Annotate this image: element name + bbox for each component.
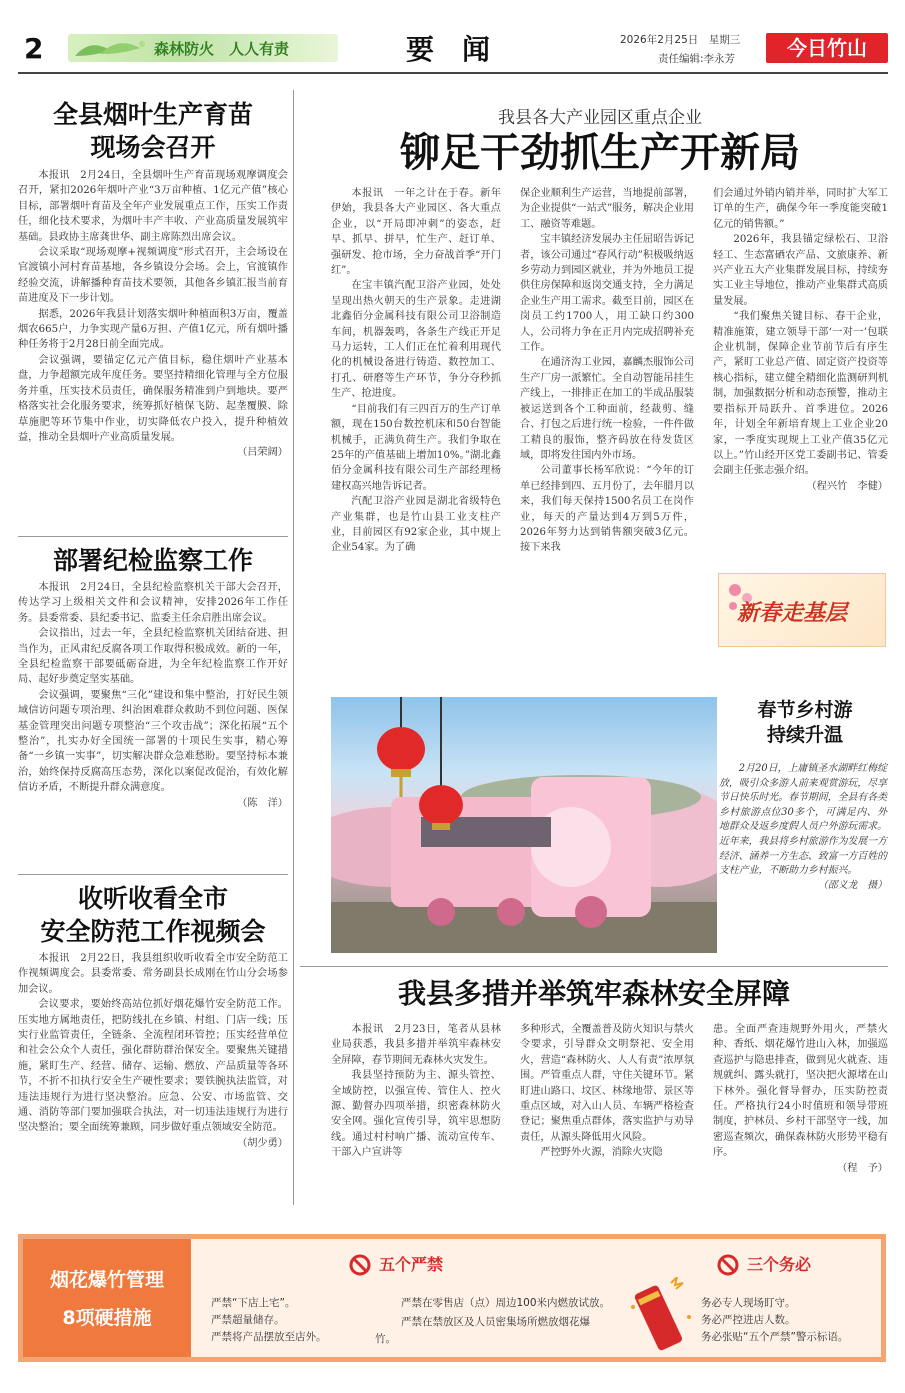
page-number: 2 <box>24 32 44 65</box>
main-col-2 <box>520 186 694 556</box>
issue-date: 2026年2月25日 星期三 <box>620 34 741 46</box>
divider <box>18 536 288 537</box>
paragraph: 保企业顺利生产运营，当地提前部署，为企业提供“一站式”服务，解决企业用工、融资等难题。 <box>520 188 694 230</box>
paragraph: 2026年，我县锚定绿松石、卫浴轻工、生态富硒农产品、文旅康养、新兴产业五大产业集群发展目标，持续夯实工业主导地位，推动产业集群式高质量发展。 <box>713 234 888 307</box>
paragraph: 本报讯 一年之计在于春。新年伊始，我县各大产业园区、各大重点企业，以“开局即冲刺”的姿态，赶早、抓早、拼早，忙生产、赶订单、强研发、抢市场，全力奋战首季“开门红”。 <box>331 188 501 277</box>
paragraph: “我们聚焦关键目标、春干企业，精准施策，建立领导干部‘一对一’包联企业机制，保障企业节前节后有序生产，紧盯工业总产值、固定资产投资等核心指标，建立健全精细化监测研判机制，加强数据分析和动态预警，推动主要指标开局跃升、首季进位。2026年，计划全年新培育规上工业企业20家，一季度实现规上工业产值35亿元以上。”竹山经开区党工委副书记、管委会副主任张志强介绍。 <box>713 311 888 477</box>
firecracker-icon <box>613 1277 703 1357</box>
new-spring-badge <box>718 573 886 647</box>
paragraph: 本报讯 2月22日，我县组织收听收看全市安全防范工作视频调度会。县委常委、常务副县长成刚在竹山分会场参加会议。 <box>18 953 288 995</box>
forest-col-1 <box>331 1022 501 1161</box>
main-kicker: 我县各大产业园区重点企业 <box>498 108 702 128</box>
slogan-text: 森林防火 人人有责 <box>154 40 290 58</box>
photo-illustration <box>331 697 717 953</box>
paragraph: 本报讯 2月23日，笔者从县林业局获悉，我县多措并举筑牢森林安全屏障，春节期间无森林火灾发生。 <box>331 1024 501 1066</box>
paragraph: 们会通过外销内销并举，同时扩大军工订单的生产，确保今年一季度能突破1亿元的销售额。” <box>713 188 888 230</box>
main-col-1 <box>331 186 501 556</box>
ban-item: 严禁在禁放区及人员密集场所燃放烟花爆竹。 <box>375 1316 590 1345</box>
paragraph: 会议采取“现场观摩+视频调度”形式召开，主会场设在官渡镇小河村育苗基地，各乡镇设分会场。会上，官渡镇作经验交流，讲解播种育苗技术要领，其他各乡镇汇报当前育苗进度及下一步计划。 <box>18 247 288 305</box>
banner-title: 烟花爆竹管理 <box>49 1269 164 1291</box>
must-item: 务必张贴“五个严禁”警示标语。 <box>701 1331 849 1343</box>
brand-logo: 今日竹山 <box>766 33 888 63</box>
prohibit-icon <box>717 1254 739 1276</box>
paragraph: 多种形式，全覆盖普及防火知识与禁火令要求，引导群众文明祭祀、安全用火，营造“森林防火、人人有责”浓厚氛围。严管重点人群，守住关键环节。紧盯进山路口、坟区、林缘地带、景区等重点区域，对入山人员、车辆严格检查登记；聚焦重点群体，落实监护与劝导责任，从源头降低用火风险。 <box>520 1024 694 1143</box>
main-col-3 <box>713 186 888 494</box>
byline: （邵义龙 摄） <box>817 879 887 891</box>
page-header <box>18 31 888 71</box>
ban-item: 严禁将产品摆放至店外。 <box>211 1331 327 1343</box>
fireworks-banner <box>18 1234 886 1362</box>
paragraph: 在通济沟工业园，嘉麟杰服饰公司生产厂房一派繁忙。全自动智能吊挂生产线上，一排排正在加工的半成品服装被运送到各个工种面前，经裁剪、缝合、打包之后进行统一检验，一件件做工精良的服饰，整齐码放在待发货区域，即将发往国内外市场。 <box>520 357 694 461</box>
title-line: 现场会召开 <box>90 133 216 162</box>
paragraph: 会议指出，过去一年，全县纪检监察机关团结奋进、担当作为，正风肃纪反腐各项工作取得积极成效。新的一年，全县纪检监察干部要砥砺奋进，为全年纪检监察工作开好局、起好步奠定坚实基础。 <box>18 628 288 686</box>
paragraph: “目前我们有三四百万的生产订单额，现在150台数控机床和50台智能机械手，正满负荷生产。我们争取在25年的产值基础上增加10%。”湖北鑫佰分金属科技有限公司生产部经理杨建权高兴地告诉记者。 <box>331 403 501 492</box>
banner-left-panel <box>23 1239 191 1357</box>
title-line: 安全防范工作视频会 <box>40 917 266 946</box>
editor-credit: 责任编辑:李永芳 <box>658 53 736 65</box>
forest-col-3 <box>713 1022 888 1176</box>
column-divider <box>293 90 294 1205</box>
leaf-decoration-icon <box>70 36 150 60</box>
byline: （陈 洋） <box>237 797 288 809</box>
ban-item: 严禁超量储存。 <box>211 1314 285 1326</box>
paragraph: 本报讯 2月24日，全县纪检监察机关干部大会召开，传达学习上级相关文件和会议精神，安排2026年工作任务。县委常委、县纪委书记、监委主任余启胜出席会议。 <box>18 582 288 624</box>
five-bans-heading: 五个严禁 <box>379 1255 444 1274</box>
badge-text: 新春走基层 <box>737 600 848 626</box>
paragraph: 严控野外火源，消除火灾隐 <box>540 1147 663 1159</box>
paragraph: 会议强调，要聚焦“三化”建设和集中整治，打好民生领域信访问题专项治理、纠治困难群众救助不到位问题、医保基金管理突出问题专项整治“三个攻击战”；深化拓展“五个整治”，扎实办好全国统一部署的十项民生实事，精心筹备“一乡镇一实事”，切实解决群众急难愁盼。要坚持标本兼治，始终保持反腐高压态势，深化以案促改促治，有效化解信访矛盾，不断提升群众满意度。 <box>18 689 288 794</box>
article-body <box>18 168 288 461</box>
paragraph: 2月20日，上庸镇圣水湖畔红梅绽放，吸引众多游人前来观赏游玩，尽享节日快乐时光。春节期间，全县有各类乡村旅游点位30多个，可满足内、外地群众及返乡度假人员户外游玩需求。近年来，我县将乡村旅游作为发展一方经济、涵养一方生态、致富一方百姓的支柱产业，不断助力乡村振兴。 <box>719 763 887 877</box>
article-body <box>18 580 288 811</box>
three-musts-heading: 三个务必 <box>747 1255 812 1274</box>
byline: （胡少勇） <box>237 1137 288 1149</box>
divider <box>300 966 888 967</box>
slogan-banner <box>68 34 338 62</box>
divider <box>18 874 288 875</box>
byline: （程兴竹 李健） <box>806 480 888 492</box>
article-title: 部署纪检监察工作 <box>52 546 253 575</box>
paragraph: 汽配卫浴产业园是湖北省级特色产业集群，也是竹山县工业支柱产业，目前园区有92家企业，其中规上企业54家。为了确 <box>331 496 501 554</box>
paragraph: 本报讯 2月24日，全县烟叶生产育苗现场观摩调度会召开，紧扣2026年烟叶产业“3万亩种植、1亿元产值”核心目标，部署烟叶育苗及全年产业发展重点工作，压实工作责任，细化技术要求，为烟叶丰产丰收、产业高质量发展筑牢基础。县政协主席龚世华、副主席陈烈出席会议。 <box>18 170 288 243</box>
title-line: 全县烟叶生产育苗 <box>52 100 253 129</box>
title-line: 持续升温 <box>766 724 843 746</box>
article-title <box>18 98 288 164</box>
side-title <box>724 698 886 748</box>
byline: （吕荣阔） <box>237 447 288 459</box>
paragraph: 会议要求，要始终高站位抓好烟花爆竹安全防范工作。压实地方属地责任，把防线扎在乡镇、村组、门店一线；压实行业监管责任，全链条、全流程闭环管控；压实经营单位和社会公众个人责任，强化群防群治保安全。要聚焦关键措施，紧盯生产、经营、储存、运输、燃放、产品质量等各环节，不折不扣执行安全生产硬性要求；要铁腕执法监管，对违法违规行为进行坚决整治。应急、公安、市场监管、交通、消防等部门要加强联合执法，对一切违法违规行为进行坚决整治；要全面统筹兼顾，同步做好重点领域安全防范。 <box>18 999 288 1134</box>
header-rule <box>18 72 888 74</box>
side-body <box>719 762 887 893</box>
news-photo <box>331 697 717 953</box>
title-line: 收听收看全市 <box>77 884 228 913</box>
banner-subtitle: 8项硬措施 <box>62 1307 152 1329</box>
must-item: 务必严控进店人数。 <box>701 1314 796 1326</box>
forest-col-2 <box>520 1022 694 1161</box>
ban-item: 严禁“下店上宅”。 <box>211 1297 296 1309</box>
title-line: 春节乡村游 <box>757 699 853 721</box>
prohibit-icon <box>349 1254 371 1276</box>
paragraph: 在宝丰镇汽配卫浴产业园，处处呈现出热火朝天的生产景象。走进湖北鑫佰分金属科技有限公司卫浴制造车间，机器轰鸣，各条生产线正开足马力运转，工人们正在忙着利用现代化的机械设备进行铸造、数控加工、打孔、研磨等生产环节，争分夺秒抓生产、抢进度。 <box>331 280 501 400</box>
paragraph: 公司董事长杨军欣说：“今年的订单已经排到四、五月份了，去年腊月以来，我们每天保持1500名员工在岗作业，每天的产量达到4万到5万件，2026年努力达到销售额突破3亿元。接下来我 <box>520 465 694 554</box>
paragraph: 我县坚持预防为主、源头管控、全域防控，以强宣传、管住人、控火源、勤督办四项举措，织密森林防火安全网。强化宣传引导，筑牢思想防线。通过村村响广播、流动宣传车、干部入户宣讲等 <box>331 1070 501 1159</box>
must-item: 务必专人现场盯守。 <box>701 1297 796 1309</box>
ban-item: 严禁在零售店（点）周边100米内燃放试放。 <box>401 1297 611 1309</box>
article-body <box>18 951 288 1151</box>
paragraph: 患。全面严查违规野外用火，严禁火种、香纸、烟花爆竹进山入林，加强巡查巡护与隐患排查，做到见火就查、违规就纠、露头就打，坚决把火源堵在山下林外。强化督导督办，压实防控责任。严格执行24小时值班和领导带班制度，护林员、乡村干部坚守一线，加密巡查频次，确保森林防火形势平稳有序。 <box>713 1024 888 1159</box>
main-title: 铆足干劲抓生产开新局 <box>400 129 800 176</box>
forest-title: 我县多措并举筑牢森林安全屏障 <box>397 977 790 1010</box>
article-title <box>18 882 288 948</box>
paragraph: 会议强调，要锚定亿元产值目标，稳住烟叶产业基本盘，力争超额完成年度任务。要坚持精细化管理与全方位服务并重，压实技术员责任，确保服务精准到户到地块。要严格落实社会化服务要求，统筹抓好植保飞防、起垄覆膜、除草施肥等环节集中作业，切实降低农户投入，提升种植效益，推动全县烟叶产业高质量发展。 <box>18 354 288 443</box>
paragraph: 据悉，2026年我县计划落实烟叶种植面积3万亩，覆盖烟农665户，力争实现产量6万担、产值1亿元，所有烟叶播种任务将于2月28日前全面完成。 <box>18 308 288 351</box>
paragraph: 宝丰镇经济发展办主任屈昭告诉记者，该公司通过“春风行动”积极吸纳返乡劳动力到园区就业，并为外地员工提供住房保障和返岗交通支持，全力满足企业生产用工需求。截至目前，园区在岗员工约1700人，用工缺口约300人，公司将力争在正月内完成招聘补充工作。 <box>520 234 694 354</box>
byline: （程 予） <box>837 1162 888 1174</box>
section-title: 要 闻 <box>406 33 491 66</box>
